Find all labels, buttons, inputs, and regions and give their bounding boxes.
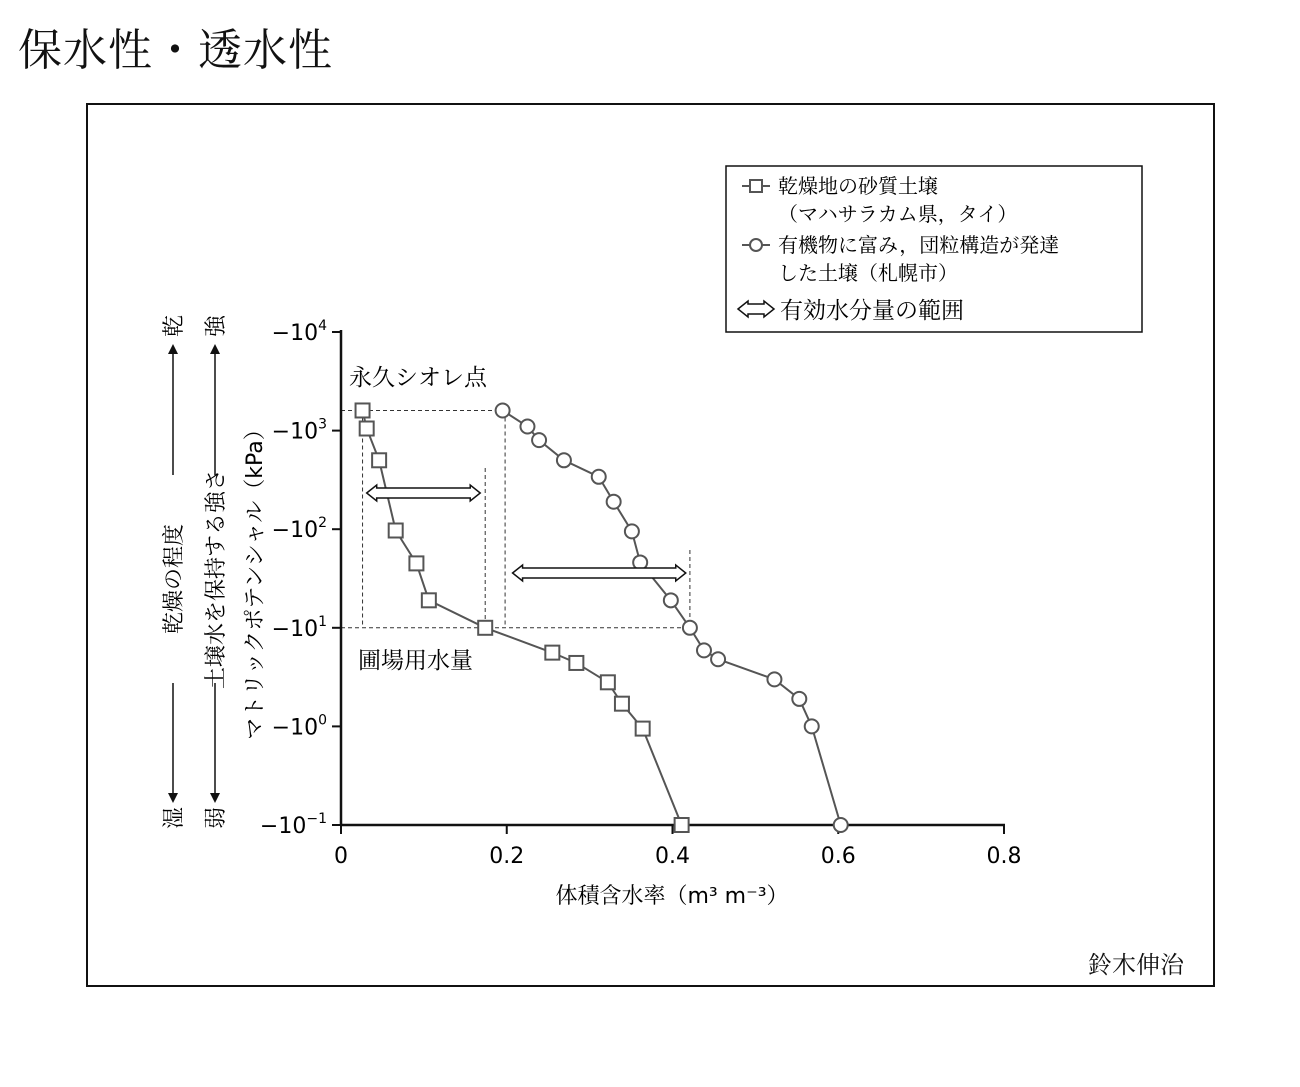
wetness-label: 乾燥の程度 [162, 523, 187, 635]
legend-item-2-line2: した土壌（札幌市） [778, 261, 958, 285]
y-tick-label: $-10^{-1}$ [259, 811, 327, 839]
data-point-square [409, 556, 423, 570]
data-point-circle [711, 652, 725, 666]
strength-arrowhead-up [210, 344, 220, 354]
data-point-square [356, 403, 370, 417]
strength-bottom: 弱 [204, 806, 229, 830]
legend-item-1-line2: （マハサラカム県，タイ） [778, 202, 1018, 226]
wetness-top: 乾 [162, 314, 187, 338]
page-title: 保水性・透水性 [18, 25, 333, 76]
x-tick-label: 0 [334, 844, 348, 869]
strength-top: 強 [204, 314, 229, 338]
data-point-square [422, 593, 436, 607]
legend-item-1-line1: 乾燥地の砂質土壌 [778, 174, 938, 198]
legend-circle-marker [750, 239, 762, 251]
data-point-square [360, 422, 374, 436]
wetness-bottom: 湿 [162, 806, 187, 830]
legend-item-3-label: 有効水分量の範囲 [780, 298, 964, 324]
y-tick-label: $-10^0$ [271, 712, 327, 741]
available-water-arrow-1 [367, 485, 481, 501]
data-point-square [636, 722, 650, 736]
data-point-circle [532, 433, 546, 447]
y-tick-label: $-10^3$ [271, 416, 327, 445]
credit: 鈴木伸治 [1088, 951, 1184, 979]
series-line-2 [503, 410, 841, 825]
x-tick-label: 0.8 [986, 844, 1022, 869]
y-tick-label: $-10^1$ [271, 613, 327, 642]
data-point-square [545, 646, 559, 660]
available-water-arrow-2 [513, 565, 686, 581]
data-point-circle [683, 621, 697, 635]
data-point-square [372, 453, 386, 467]
data-point-square [615, 697, 629, 711]
x-axis-label: 体積含水率（m³ m⁻³） [555, 884, 789, 909]
data-point-circle [496, 403, 510, 417]
data-point-circle [557, 453, 571, 467]
field-capacity-label: 圃場用水量 [358, 648, 473, 674]
data-point-circle [625, 524, 639, 538]
data-point-square [389, 524, 403, 538]
y-tick-label: $-10^4$ [271, 318, 327, 346]
x-tick-label: 0.2 [489, 844, 525, 869]
data-point-circle [697, 643, 711, 657]
data-point-circle [792, 692, 806, 706]
y-tick-label: $-10^2$ [271, 515, 327, 544]
strength-label: 土壌水を保持する強さ [204, 468, 229, 690]
data-point-circle [805, 719, 819, 733]
data-point-circle [520, 420, 534, 434]
y-axis-label: マトリックポテンシャル（kPa） [243, 418, 268, 740]
series-line-1 [363, 410, 682, 825]
x-tick-label: 0.4 [655, 844, 690, 869]
wetness-arrowhead-down [168, 793, 178, 803]
strength-arrowhead-down [210, 793, 220, 803]
x-tick-label: 0.6 [820, 844, 856, 869]
data-point-square [478, 621, 492, 635]
data-point-circle [592, 470, 606, 484]
legend-square-marker [750, 180, 762, 192]
data-point-square [675, 818, 689, 832]
legend-item-2-line1: 有機物に富み，団粒構造が発達 [778, 233, 1060, 257]
data-point-square [601, 675, 615, 689]
data-point-square [569, 656, 583, 670]
wetness-arrowhead-up [168, 344, 178, 354]
data-point-circle [664, 593, 678, 607]
wilting-point-label: 永久シオレ点 [349, 365, 487, 391]
data-point-circle [834, 818, 848, 832]
data-point-circle [607, 495, 621, 509]
data-point-circle [767, 672, 781, 686]
